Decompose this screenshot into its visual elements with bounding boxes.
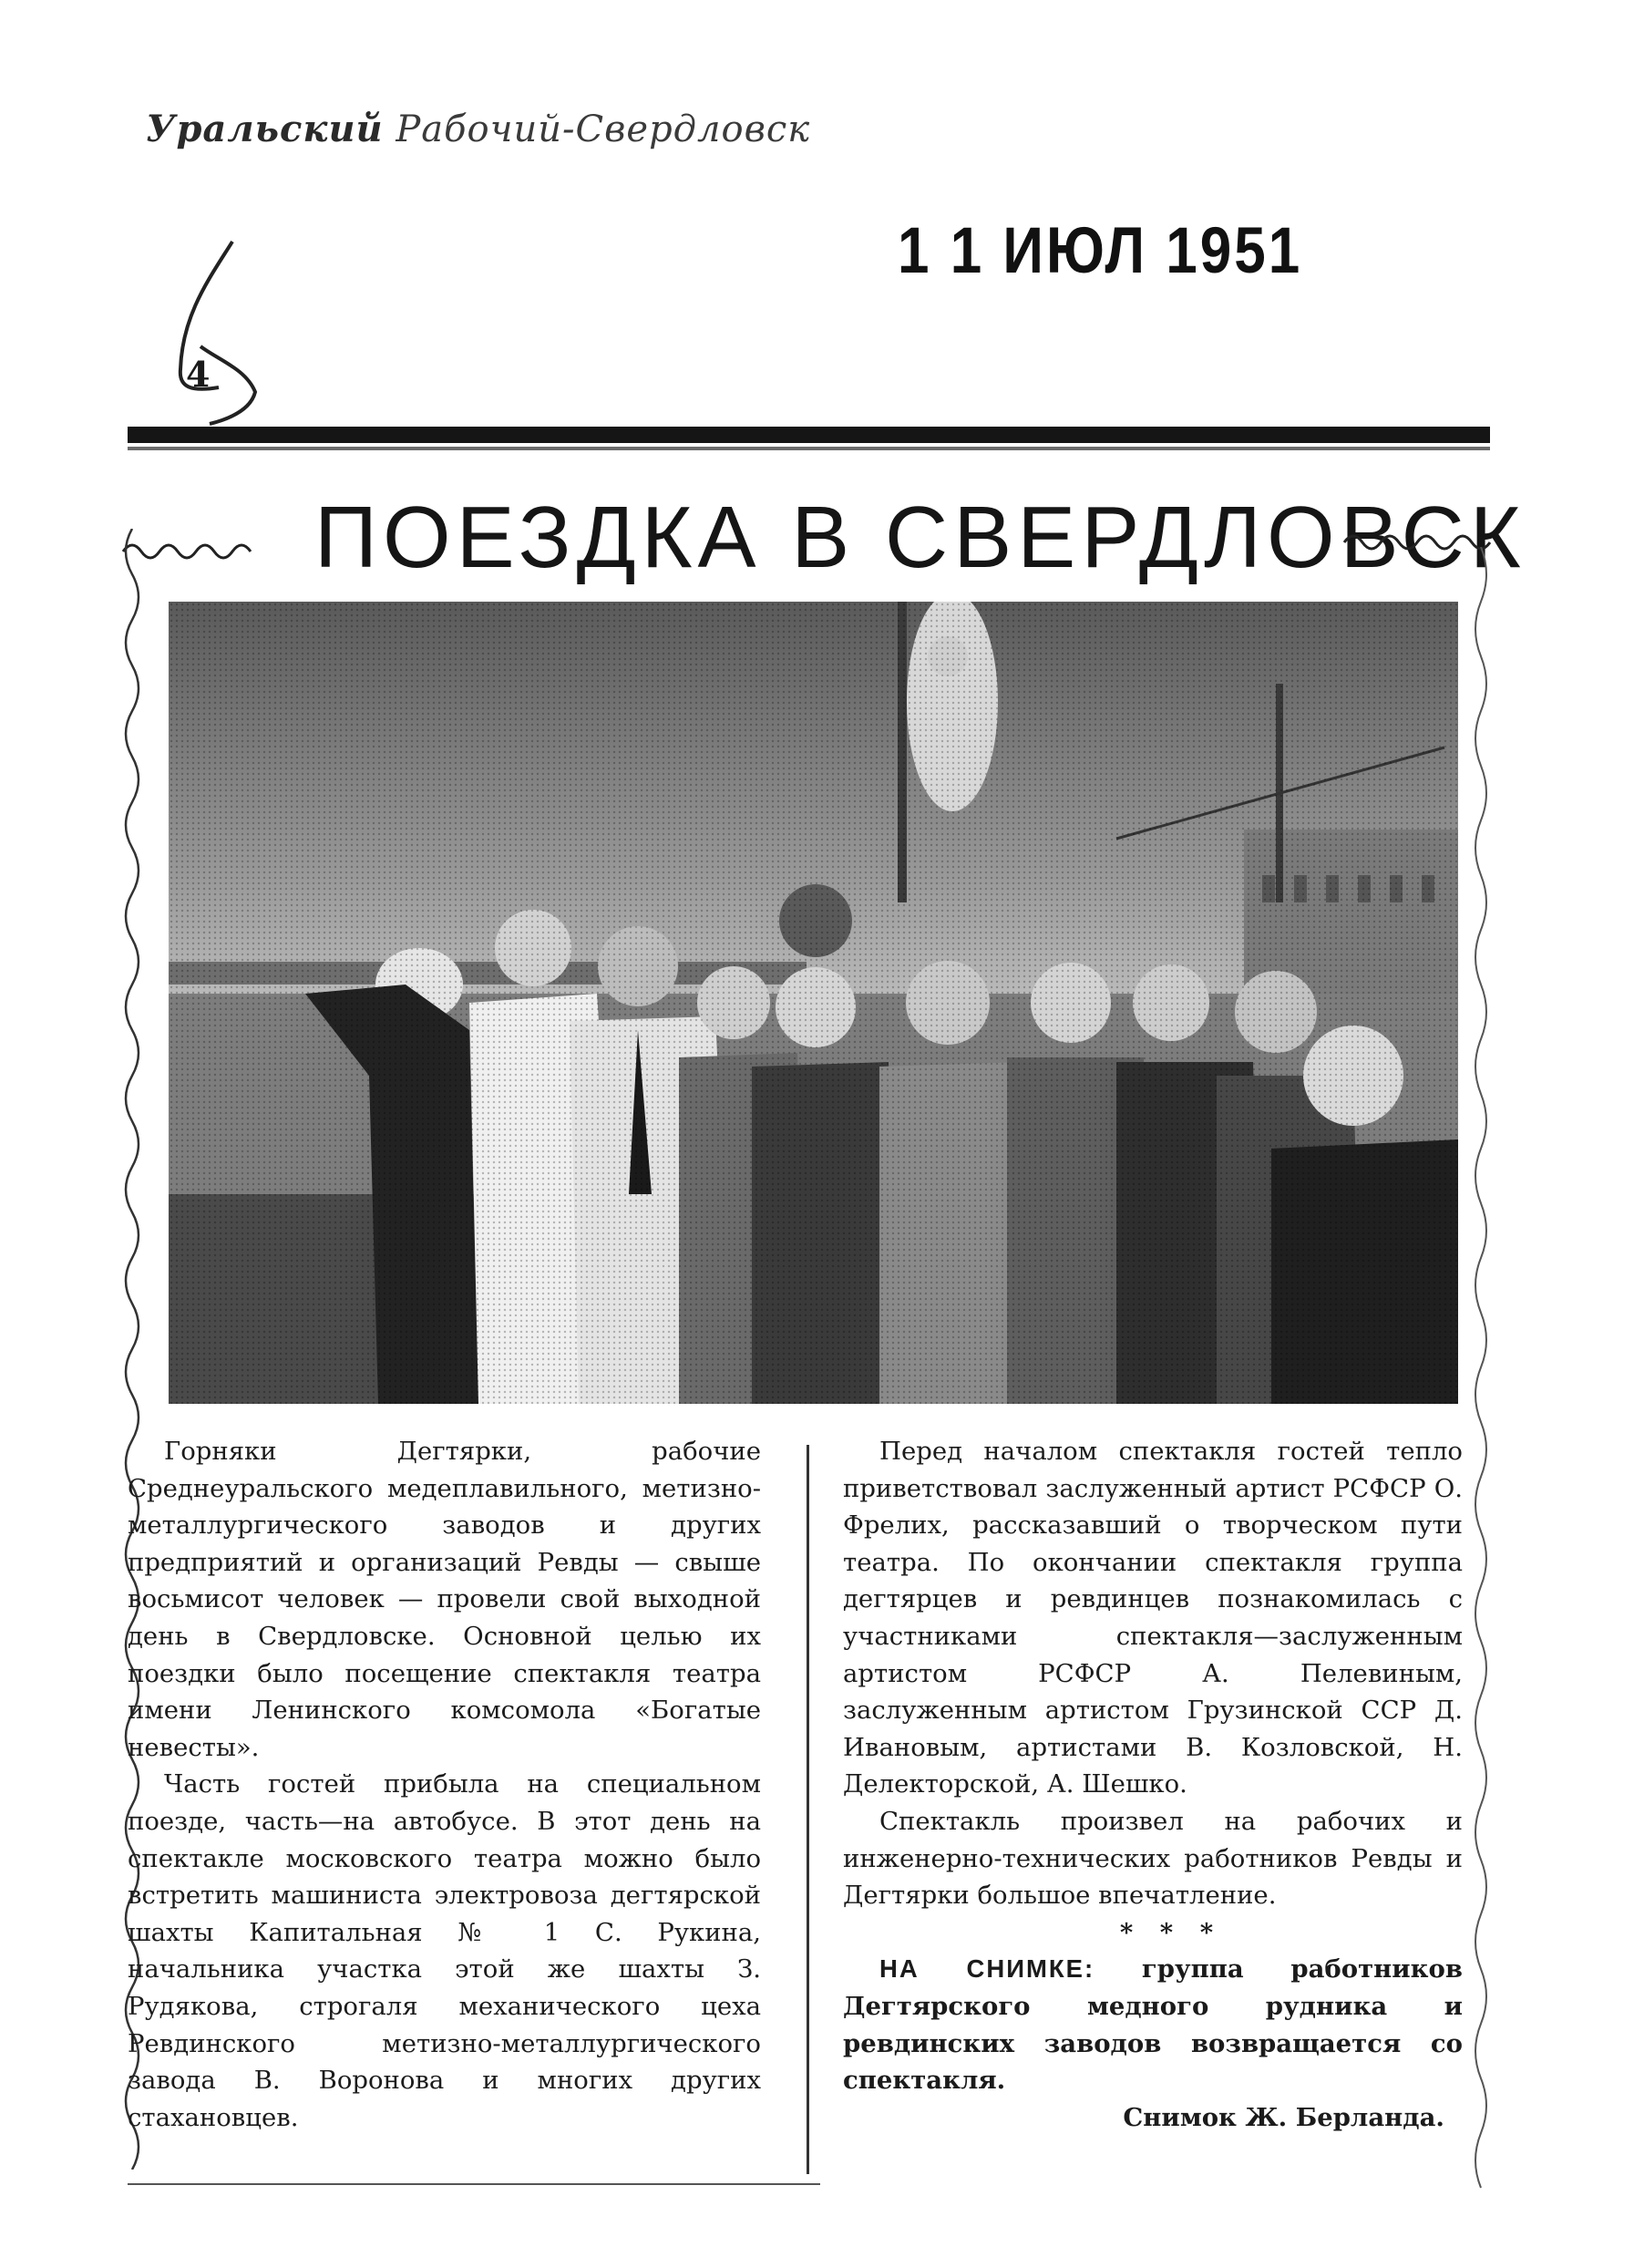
paragraph-3: Перед началом спектакля гостей тепло приветствовал заслуженный артист РСФСР О. Фрелих, рассказавший о творческом пути театра. По окончании спектакля группа дегтярцев и ревдинцев познакомилась с участниками спектакля—заслуженным артистом РСФСР А. Пелевиным, заслуженным артистом Грузинской ССР Д. Ивановым, артистами В. Козловской, Н. Делекторской, А. Шешко. xyxy=(843,1437,1463,1799)
handwritten-page-mark xyxy=(146,232,292,433)
photo-caption xyxy=(843,1951,1463,2098)
article-column-2 xyxy=(843,1433,1463,2136)
photo-credit: Снимок Ж. Берланда. xyxy=(1123,2102,1444,2132)
paragraph-1: Горняки Дегтярки, рабочие Среднеуральского медеплавильного, метизно-металлургического заводов и других предприятий и организаций Ревды — свыше восьмисот человек — провели свой выходной день в Свердловске. Основной целью их поездки было посещение спектакля театра имени Ленинского комсомола «Богатые невесты». xyxy=(128,1437,761,1762)
group-photo xyxy=(169,602,1458,1404)
paragraph-2: Часть гостей прибыла на специальном поезде, часть—на автобусе. В этот день на спектакле московского театра можно было встретить машиниста электровоза дегтярской шахты Капитальная № 1 С. Рукина, начальника участка этой же шахты З. Рудякова, строгаля механического цеха Ревдинского метизно-металлургического завода В. Воронова и многих других стахановцев. xyxy=(128,1769,761,2132)
archive-stamp xyxy=(146,108,810,150)
stamp-struck-text: Уральский xyxy=(146,108,384,150)
section-separator: * * * xyxy=(1119,1917,1223,1947)
bottom-rule xyxy=(128,2183,820,2185)
stamp-source: Рабочий-Свердловск xyxy=(396,108,811,150)
caption-label: НА СНИМКЕ: xyxy=(879,1954,1095,1984)
top-rule xyxy=(128,427,1490,443)
paragraph-4: Спектакль произвел на рабочих и инженерно-технических работников Ревды и Дегтярки большое впечатление. xyxy=(843,1806,1463,1911)
right-torn-edge xyxy=(1463,547,1499,2206)
column-divider xyxy=(807,1445,809,2174)
page-number: 4 xyxy=(186,354,211,395)
clipping-date: 1 1 ИЮЛ 1951 xyxy=(898,214,1303,288)
caption-text: группа работников Дегтярского медного рудника и ревдинских заводов возвращается со спектакля. xyxy=(843,1954,1463,2096)
article-headline: ПОЕЗДКА В СВЕРДЛОВСК xyxy=(314,489,1526,586)
top-rule-thin xyxy=(128,447,1490,450)
article-column-1 xyxy=(128,1433,761,2136)
